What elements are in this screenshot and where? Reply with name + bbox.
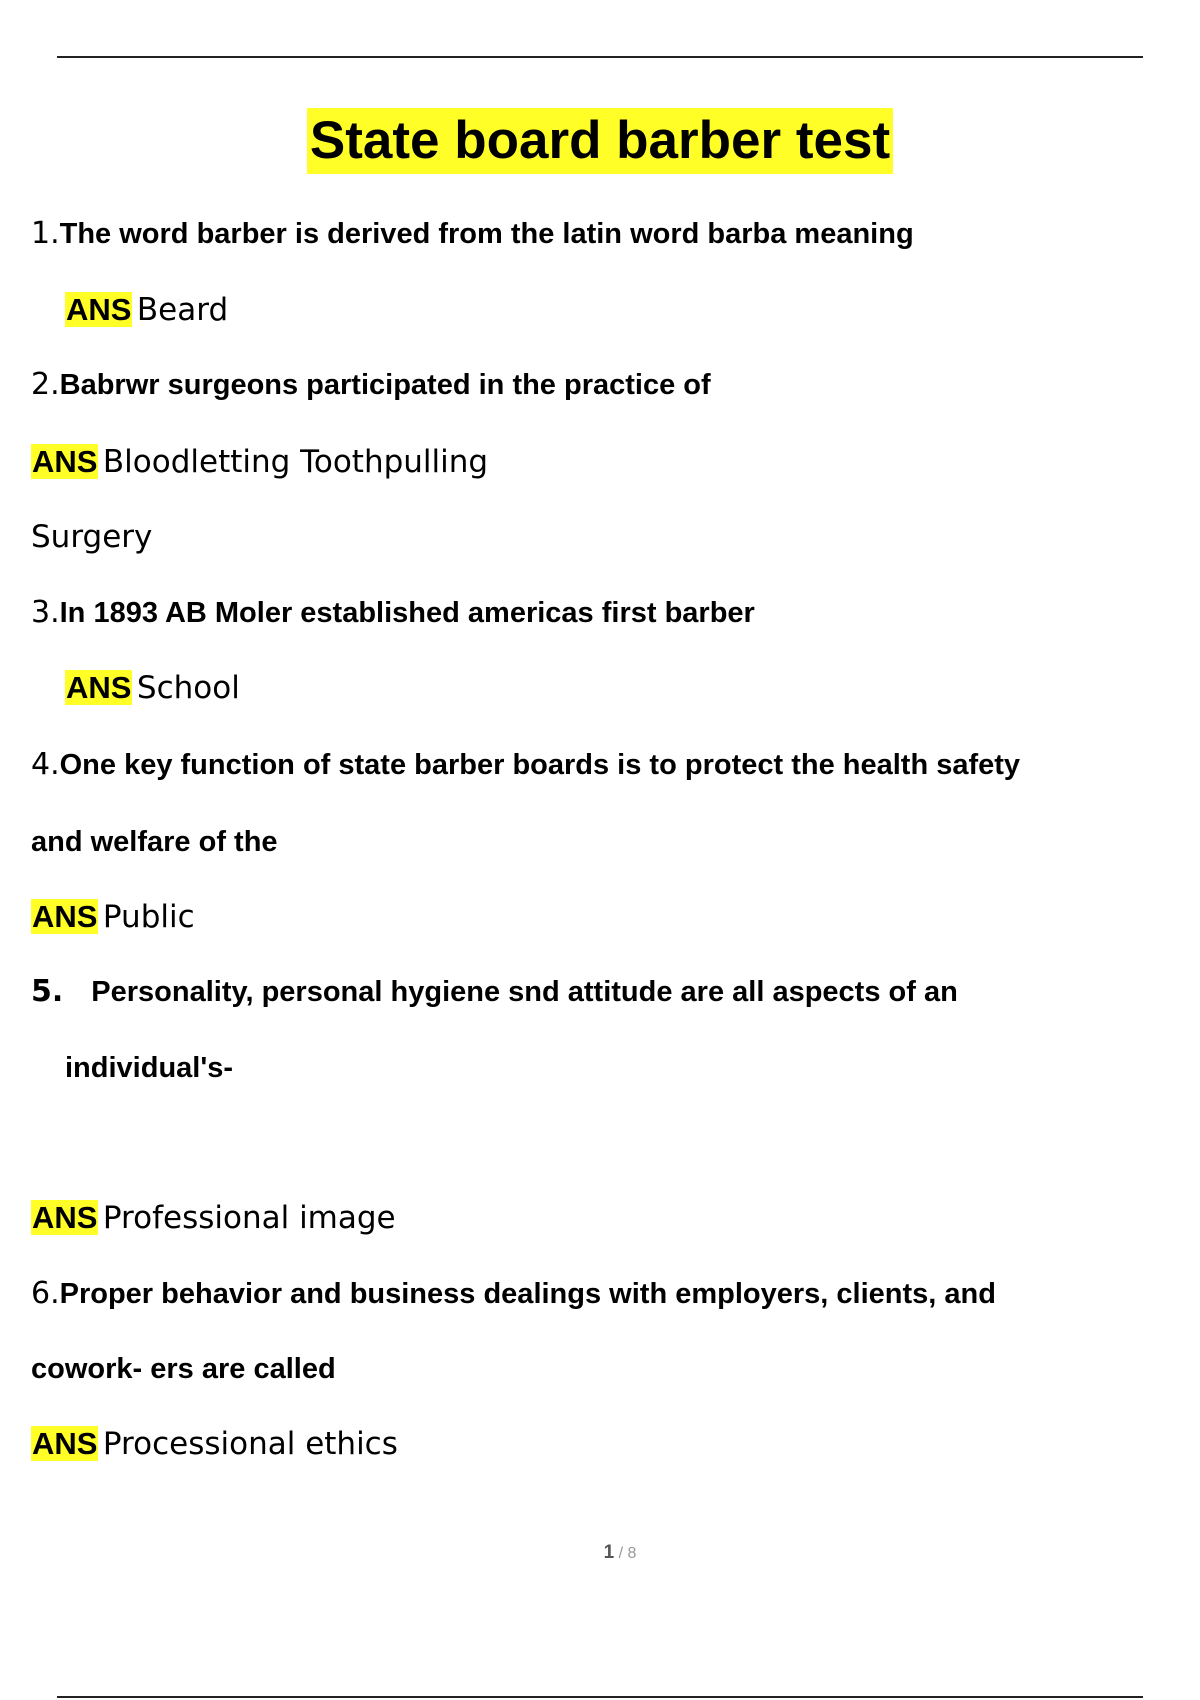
question-text: cowork- ers are called	[31, 1353, 336, 1385]
answer-text: Processional ethics	[102, 1426, 398, 1462]
answer-5	[31, 1198, 396, 1244]
question-3	[31, 593, 755, 638]
question-2	[31, 365, 711, 410]
page-separator: /	[618, 1545, 624, 1562]
page-indicator	[0, 1542, 1200, 1564]
document-title: State board barber test	[307, 108, 893, 174]
question-5-continued	[65, 1048, 233, 1093]
question-text: The word barber is derived from the latin word barba meaning	[59, 218, 914, 250]
answer-6	[31, 1424, 398, 1470]
question-text: and welfare of the	[31, 826, 278, 858]
title-container	[0, 108, 1200, 174]
ans-label: ANS	[32, 1200, 98, 1235]
question-6	[31, 1274, 996, 1319]
question-4	[31, 745, 1020, 790]
question-number: 2.	[31, 367, 60, 402]
question-number: 4.	[31, 747, 60, 782]
question-1	[31, 214, 914, 259]
question-4-continued	[31, 822, 278, 867]
top-divider	[57, 56, 1143, 58]
current-page: 1	[603, 1542, 615, 1563]
question-text: In 1893 AB Moler established americas first barber	[59, 597, 755, 629]
ans-label: ANS	[32, 444, 98, 479]
ans-label: ANS	[66, 670, 132, 705]
question-text: Babrwr surgeons participated in the practice of	[59, 369, 711, 401]
total-pages: 8	[627, 1545, 637, 1562]
answer-text: Bloodletting Toothpulling	[102, 444, 489, 480]
question-number: 3.	[31, 595, 60, 630]
answer-2	[31, 442, 488, 488]
question-text: individual's-	[65, 1052, 234, 1084]
question-text: Personality, personal hygiene snd attitude are all aspects of an	[91, 976, 958, 1008]
ans-label: ANS	[66, 292, 132, 327]
answer-3	[65, 668, 240, 714]
ans-label: ANS	[32, 899, 98, 934]
question-number: 1.	[31, 216, 60, 251]
answer-text: Professional image	[102, 1200, 396, 1236]
answer-2-continued	[31, 517, 152, 563]
question-text: One key function of state barber boards is to protect the health safety	[59, 749, 1021, 781]
question-number: 5.	[31, 974, 64, 1009]
bottom-divider	[57, 1696, 1143, 1698]
answer-text: Beard	[136, 292, 229, 328]
ans-label: ANS	[32, 1426, 98, 1461]
answer-text: Surgery	[31, 519, 153, 555]
answer-4	[31, 897, 195, 943]
question-5	[31, 972, 958, 1017]
question-6-continued	[31, 1349, 336, 1394]
answer-1	[65, 290, 228, 336]
question-number: 6.	[31, 1276, 60, 1311]
answer-text: School	[136, 670, 240, 706]
question-text: Proper behavior and business dealings with employers, clients, and	[59, 1278, 996, 1310]
answer-text: Public	[102, 899, 195, 935]
